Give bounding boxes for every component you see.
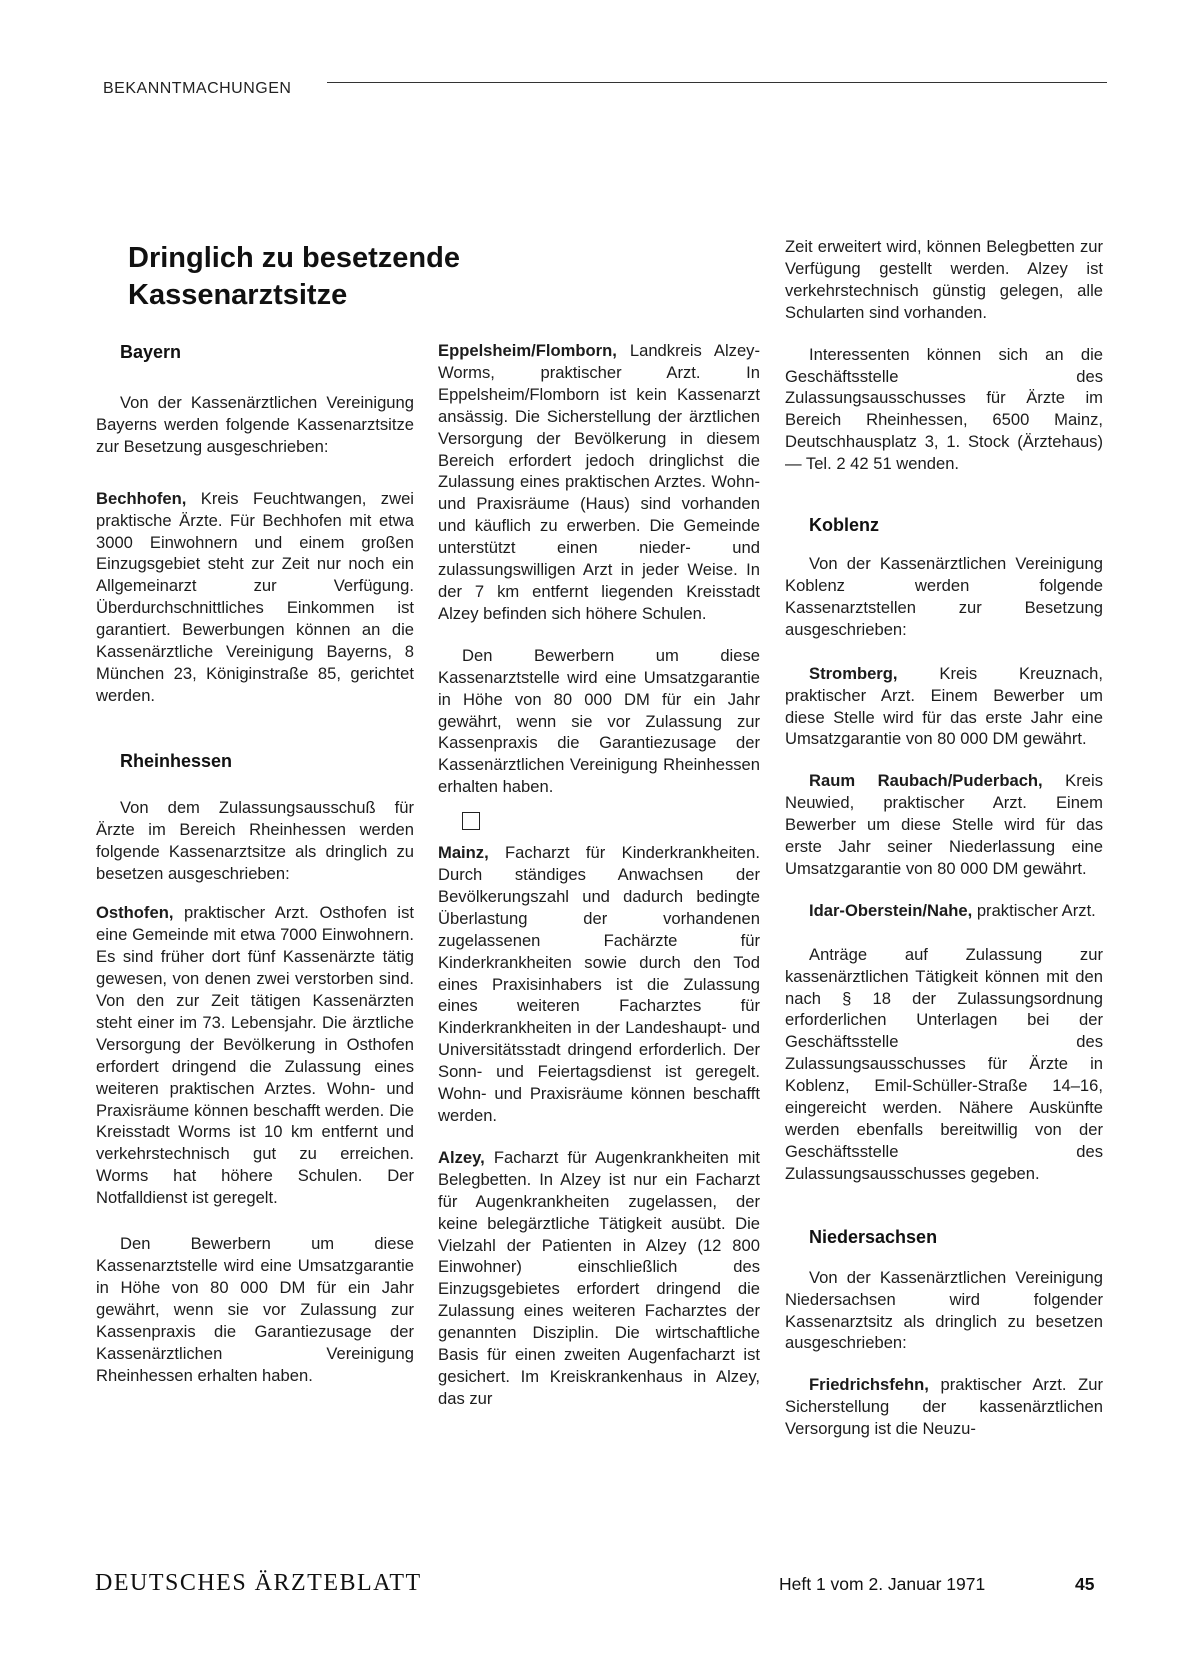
para-niedersachsen-intro: Von der Kassenärztlichen Vereinigung Niedersachsen wird folgender Kassenarztsitz als dringlich zu besetzen ausgeschrieben:: [785, 1267, 1103, 1353]
text-osthofen: praktischer Arzt. Osthofen ist eine Gemeinde mit etwa 7000 Einwohnern. Es sind früher dort fünf Kassenärzte tätig gewesen, von denen zwei verstorben sind. Von den zur Zeit tätigen Kassenärzten steht einer im 73. Lebensjahr. Die ärztliche Versorgung der Bevölkerung in Osthofen erfordert dringend die Zulassung eines weiteren praktischen Arztes. Wohn- und Praxisräume können beschafft werden. Die Kreisstadt Worms ist 10 km entfernt und verkehrstechnisch gut zu erreichen. Worms hat höhere Schulen. Der Notfalldienst ist geregelt.: [96, 903, 414, 1208]
text-bechhofen: Kreis Feuchtwangen, zwei praktische Ärzte. Für Bechhofen mit etwa 3000 Einwohnern und einem großen Einzugsgebiet steht zur Zeit nur noch ein Allgemeinarzt zur Verfügung. Überdurchschnittliches Einkommen ist garantiert. Bewerbungen können an die Kassenärztliche Vereinigung Bayerns, 8 München 23, Königinstraße 85, gerichtet werden.: [96, 488, 414, 705]
text-raubach: Kreis Neuwied, praktischer Arzt. Einem Bewerber um diese Stelle wird für das erste Jahr seiner Niederlassung eine Umsatzgarantie von 80 000 DM gewährt.: [785, 771, 1103, 878]
entry-raubach: [785, 770, 1103, 880]
para-alzey-cont: Zeit erweitert wird, können Belegbetten zur Verfügung gestellt werden. Alzey ist verkehrstechnisch günstig gelegen, alle Schularten sind vorhanden.: [785, 237, 1103, 322]
heading-koblenz: Koblenz: [809, 515, 879, 536]
place-bechhofen: Bechhofen,: [96, 488, 187, 508]
text-idar-oberstein: praktischer Arzt.: [972, 900, 1096, 920]
place-alzey: Alzey,: [438, 1147, 485, 1167]
entry-alzey: [438, 1147, 760, 1410]
entry-eppelsheim: [438, 340, 760, 625]
entry-idar-oberstein: [785, 900, 1103, 922]
place-raubach: Raum Raubach/Puderbach,: [809, 771, 1043, 791]
article-headline: [128, 240, 508, 314]
para-rheinhessen-intro: Von dem Zulassungsausschuß für Ärzte im Bereich Rheinhessen werden folgende Kassenarztsitze als dringlich zu besetzen ausgeschrieben:: [96, 797, 414, 883]
entry-friedrichsfehn: [785, 1374, 1103, 1440]
para-interessenten: Interessenten können sich an die Geschäftsstelle des Zulassungsausschusses für Ärzte im Bereich Rheinhessen, 6500 Mainz, Deutschhausplatz 3, 1. Stock (Ärztehaus) — Tel. 2 42 51 wenden.: [785, 344, 1103, 474]
publication-name: DEUTSCHES ÄRZTEBLATT: [95, 1570, 422, 1596]
column-3: [785, 236, 1103, 1440]
para-garantie-1: Den Bewerbern um diese Kassenarztstelle wird eine Umsatzgarantie in Höhe von 80 000 DM für ein Jahr gewährt, wenn sie vor Zulassung zur Kassenpraxis die Garantiezusage der Kassenärztlichen Vereinigung Rheinhessen erhalten haben.: [96, 1234, 414, 1385]
text-friedrichsfehn: praktischer Arzt. Zur Sicherstellung der kassenärztlichen Versorgung ist die Neuzu-: [785, 1375, 1103, 1439]
place-osthofen: Osthofen,: [96, 903, 174, 923]
issue-info: Heft 1 vom 2. Januar 1971: [779, 1574, 986, 1594]
para-garantie-2: Den Bewerbern um diese Kassenarztstelle wird eine Umsatzgarantie in Höhe von 80 000 DM für ein Jahr gewährt, wenn sie vor Zulassung zur Kassenpraxis die Garantiezusage der Kassenärztlichen Vereinigung Rheinhessen erhalten haben.: [438, 645, 760, 797]
entry-bechhofen: [96, 488, 414, 707]
entry-stromberg: [785, 663, 1103, 751]
text-alzey: Facharzt für Augenkrankheiten mit Belegbetten. In Alzey ist nur ein Facharzt für Augenkrankheiten zugelassen, der keine belegärztliche Tätigkeit ausübt. Die Vielzahl der Patienten in Alzey (12 800 Einwohner) einschließlich des Einzugsgebietes erfordert dringend die Zulassung eines weiteren Facharztes der genannten Disziplin. Die wirtschaftliche Basis für einen zweiten Augenfacharzt ist gesichert. Im Kreiskrankenhaus in Alzey, das zur: [438, 1147, 760, 1408]
text-mainz: Facharzt für Kinderkrankheiten. Durch ständiges Anwachsen der Bevölkerungszahl und dadurch bedingte Überlastung der vorhandenen zugelassenen Fachärzte für Kinderkrankheiten sowie durch den Tod eines Praxisinhabers ist die Zulassung eines weiteren Facharztes für Kinderkrankheiten in der Landeshaupt- und Universitätsstadt dringend erforderlich. Der Sonn- und Feiertagsdienst ist geregelt. Wohn- und Praxisräume können beschafft werden.: [438, 843, 760, 1125]
para-koblenz-intro: Von der Kassenärztlichen Vereinigung Koblenz werden folgende Kassenarztstellen zur Besetzung ausgeschrieben:: [785, 554, 1103, 639]
place-stromberg: Stromberg,: [809, 663, 898, 683]
text-eppelsheim: Landkreis Alzey-Worms, praktischer Arzt. In Eppelsheim/Flomborn ist kein Kassenarzt ansässig. Die Sicherstellung der ärztlichen Versorgung der Bevölkerung in diesem Bereich erfordert jedoch dringlichst die Zulassung eines praktischen Arztes. Wohn- und Praxisräume (Haus) sind vorhanden und käuflich zu erwerben. Die Gemeinde unterstützt einen nieder- und zulassungswilligen Arzt in jeder Weise. In der 7 km entfernt liegenden Kreisstadt Alzey befinden sich höhere Schulen.: [438, 341, 760, 623]
place-mainz: Mainz,: [438, 843, 489, 863]
para-bayern-intro: Von der Kassenärztlichen Vereinigung Bayerns werden folgende Kassenarztsitze zur Besetzung ausgeschrieben:: [96, 393, 414, 456]
column-2: [438, 340, 760, 1410]
page-number: 45: [1075, 1574, 1095, 1594]
headline-line-1: Dringlich zu besetzende: [128, 242, 460, 274]
text-stromberg: Kreis Kreuznach, praktischer Arzt. Einem Bewerber um diese Stelle wird für das erste Jahr eine Umsatzgarantie von 80 000 DM gewährt.: [785, 663, 1103, 749]
place-friedrichsfehn: Friedrichsfehn,: [809, 1375, 929, 1395]
entry-osthofen: [96, 902, 414, 1209]
heading-bayern: Bayern: [120, 342, 182, 362]
section-box-icon: [462, 812, 480, 830]
headline-line-2: Kassenarztsitze: [128, 279, 348, 311]
para-antraege: Anträge auf Zulassung zur kassenärztlichen Tätigkeit können mit den nach § 18 der Zulassungsordnung erforderlichen Unterlagen bei der Geschäftsstelle des Zulassungsausschusses für Ärzte in Koblenz, Emil-Schüller-Straße 14–16, eingereicht werden. Nähere Auskünfte werden ebenfalls bereitwillig von der Geschäftsstelle des Zulassungsausschusses gegeben.: [785, 944, 1103, 1183]
heading-rheinhessen: Rheinhessen: [120, 750, 233, 771]
header-rule: [327, 82, 1107, 83]
place-idar-oberstein: Idar-Oberstein/Nahe,: [809, 900, 973, 920]
entry-mainz: [438, 842, 760, 1127]
heading-niedersachsen: Niedersachsen: [809, 1226, 938, 1247]
place-eppelsheim: Eppelsheim/Flomborn,: [438, 341, 617, 360]
section-label: BEKANNTMACHUNGEN: [103, 80, 292, 97]
column-1: [96, 340, 414, 1386]
